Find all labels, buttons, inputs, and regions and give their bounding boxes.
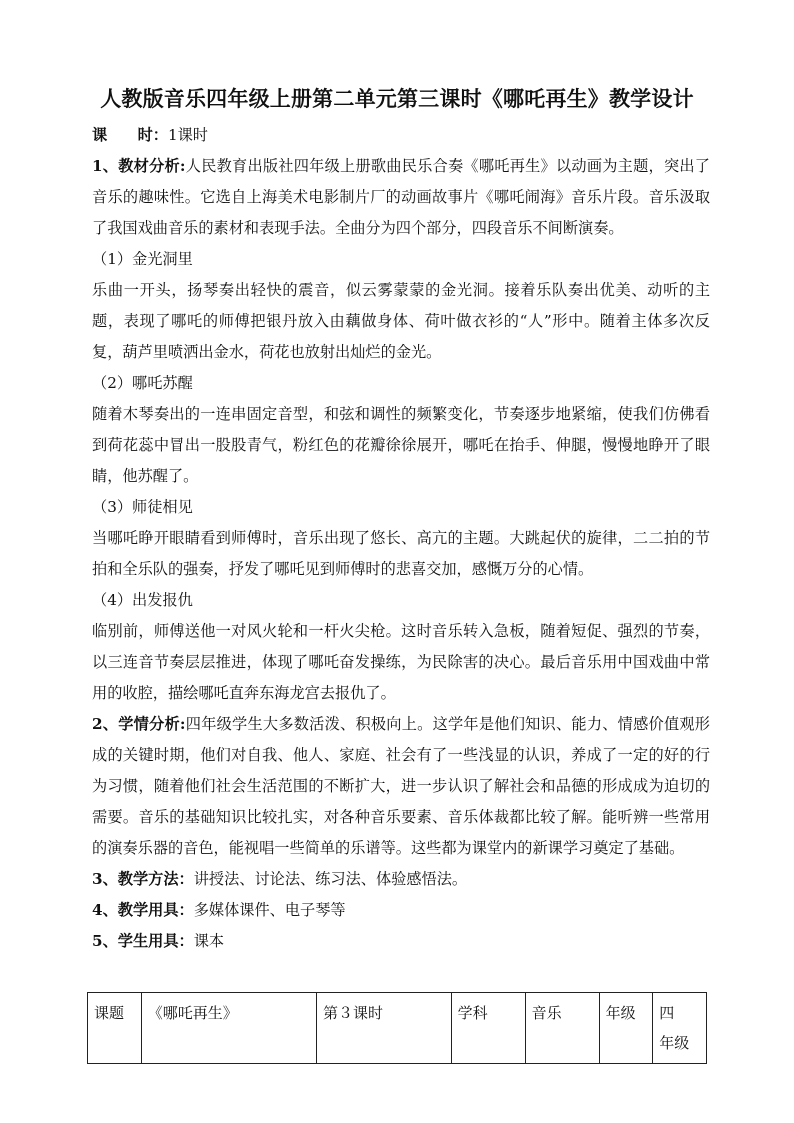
section-4-text: 多媒体课件、电子琴等 [193,901,346,919]
part-3-text: 当哪吒睁开眼睛看到师傅时，音乐出现了悠长、高亢的主题。大跳起伏的旋律，二二拍的节拍和全乐队的强奏，抒发了哪吒见到师傅时的悲喜交加，感慨万分的心情。 [92,529,710,578]
table-cell-lesson-number: 第３课时 [316,993,451,1064]
part-2-title: （2）哪吒苏醒 [92,374,193,392]
course-hours-value: 1课时 [167,126,208,144]
table-cell-topic-label: 课题 [88,993,142,1064]
section-student-tools [92,926,710,957]
section-5-label: 5、学生用具： [92,932,194,950]
part-3-title: （3）师徒相见 [92,498,193,516]
section-2-label: 2、学情分析: [92,715,186,733]
document-title: 人教版音乐四年级上册第二单元第三课时《哪吒再生》教学设计 [100,86,694,111]
part-4-title: （4）出发报仇 [92,591,193,609]
part-1-text: 乐曲一开头，扬琴奏出轻快的震音，似云雾蒙蒙的金光洞。接着乐队奏出优美、动听的主题，表现了哪吒的师傅把银丹放入由藕做身体、荷叶做衣衫的“人”形中。随着主体多次反复，葫芦里喷洒出金水，荷花也放射出灿烂的金光。 [92,281,710,361]
section-1-text: 人民教育出版社四年级上册歌曲民乐合奏《哪吒再生》以动画为主题，突出了音乐的趣味性。它选自上海美术电影制片厂的动画故事片《哪吒闹海》音乐片段。音乐汲取了我国戏曲音乐的素材和表现手法。全曲分为四个部分，四段音乐不间断演奏。 [92,157,710,237]
table-cell-subject-label: 学科 [451,993,525,1064]
table-cell-grade: 四 年级 [653,993,707,1064]
section-student-analysis [92,709,710,864]
section-textbook-analysis [92,151,710,244]
part-2-text: 随着木琴奏出的一连串固定音型，和弦和调性的频繁变化，节奏逐步地紧缩，使我们仿佛看到荷花蕊中冒出一股股青气，粉红色的花瓣徐徐展开，哪吒在抬手、伸腿，慢慢地睁开了眼睛，他苏醒了。 [92,405,710,485]
section-teaching-tools [92,895,710,926]
table-cell-subject: 音乐 [525,993,599,1064]
section-3-text: 讲授法、讨论法、练习法、体验感悟法。 [193,870,468,888]
section-teaching-methods [92,864,710,895]
document-body [92,120,710,957]
section-2-text: 四年级学生大多数活泼、积极向上。这学年是他们知识、能力、情感价值观形成的关键时期，他们对自我、他人、家庭、社会有了一些浅显的认识，养成了一定的好的行为习惯，随着他们社会生活范围的不断扩大，进一步认识了解社会和品德的形成成为迫切的需要。音乐的基础知识比较扎实，对各种音乐要素、音乐体裁都比较了解。能听辨一些常用的演奏乐器的音色，能视唱一些简单的乐谱等。这些都为课堂内的新课学习奠定了基础。 [92,715,710,857]
table-cell-grade-label: 年级 [599,993,653,1064]
lesson-info-table [87,992,707,1064]
section-3-label: 3、教学方法： [92,870,194,888]
section-4-label: 4、教学用具： [92,901,194,919]
section-5-text: 课本 [193,932,225,950]
section-1-label: 1、教材分析: [92,157,186,175]
part-1-title: （1）金光洞里 [92,250,193,268]
table-row [88,993,707,1064]
course-hours-label: 课 时： [92,126,168,144]
part-4-text: 临别前，师傅送他一对风火轮和一杆火尖枪。这时音乐转入急板，随着短促、强烈的节奏，以三连音节奏层层推进，体现了哪吒奋发操练，为民除害的决心。最后音乐用中国戏曲中常用的收腔，描绘哪吒直奔东海龙宫去报仇了。 [92,622,710,702]
course-hours-line [92,120,710,151]
table-cell-topic: 《哪吒再生》 [141,993,316,1064]
